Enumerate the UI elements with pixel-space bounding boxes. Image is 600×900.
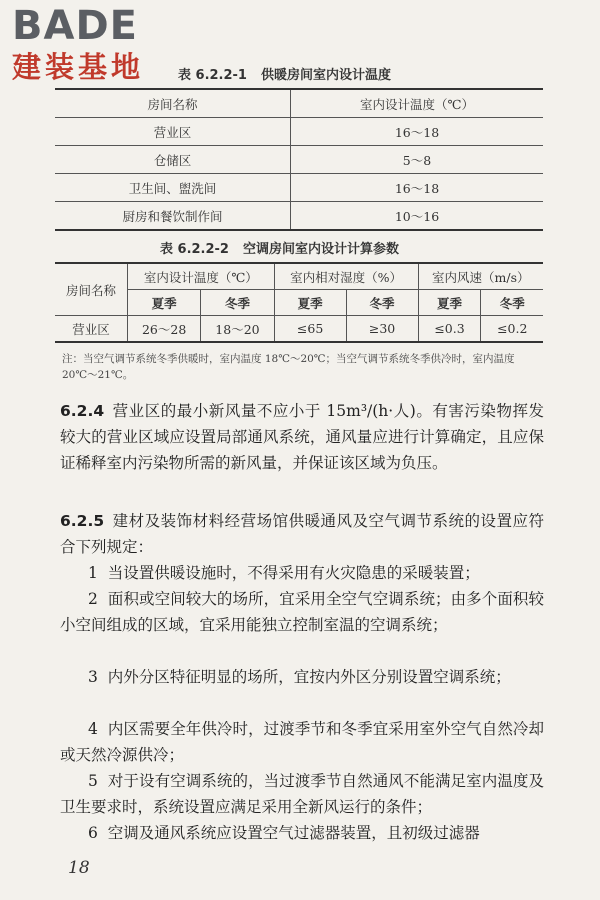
table-cell: ≥30 <box>346 316 418 343</box>
table-cell: 5～8 <box>291 146 544 174</box>
table1-title: 供暖房间室内设计温度 <box>260 68 391 83</box>
table-header-cell: 房间名称 <box>55 263 128 316</box>
table-header-cell: 室内风速（m/s） <box>418 263 543 290</box>
item-text: 面积或空间较大的场所，宜采用全空气空调系统；由多个面积较小空间组成的区域，宜采用能独立控制室温的空调系统； <box>60 590 544 634</box>
list-item <box>60 716 544 768</box>
logo-subtitle: 建装基地 <box>12 50 145 84</box>
table2-caption <box>160 238 399 257</box>
table-row <box>55 202 543 231</box>
section-6-2-4 <box>60 398 544 476</box>
list-item <box>60 768 544 820</box>
item-number: 2 <box>88 590 98 608</box>
table-cell: 厨房和餐饮制作间 <box>55 202 291 231</box>
table-header-row <box>55 263 543 290</box>
item-text: 当设置供暖设施时，不得采用有火灾隐患的采暖装置； <box>107 564 480 582</box>
item-number: 5 <box>88 772 98 790</box>
table-cell: 卫生间、盥洗间 <box>55 174 291 202</box>
table-row <box>55 174 543 202</box>
table-cell: ≤65 <box>274 316 346 343</box>
item-text: 内区需要全年供冷时，过渡季节和冬季宜采用室外空气自然冷却或天然冷源供冷； <box>60 720 544 764</box>
item-number: 3 <box>88 668 98 686</box>
list-item <box>60 820 544 846</box>
table2-title: 空调房间室内设计计算参数 <box>242 242 399 257</box>
item-text: 空调及通风系统应设置空气过滤器装置，且初级过滤器 <box>107 824 480 842</box>
section-number: 6.2.5 <box>60 512 105 530</box>
table-header-row <box>55 290 543 316</box>
table-cell: 16～18 <box>291 174 544 202</box>
table-header-cell: 冬季 <box>201 290 274 316</box>
item-text: 内外分区特征明显的场所，宜按内外区分别设置空调系统； <box>107 668 511 686</box>
table-header-cell: 冬季 <box>346 290 418 316</box>
heating-temperature-table <box>55 88 543 231</box>
item-number: 4 <box>88 720 98 738</box>
table-header-cell: 夏季 <box>418 290 481 316</box>
section-number: 6.2.4 <box>60 402 105 420</box>
table-header-cell: 夏季 <box>128 290 201 316</box>
table-row <box>55 118 543 146</box>
page-number: 18 <box>68 858 90 878</box>
table-note: 注：当空气调节系统冬季供暖时，室内温度 18℃～20℃；当空气调节系统冬季供冷时，室内温度 20℃～21℃。 <box>62 353 515 381</box>
table-cell: 仓储区 <box>55 146 291 174</box>
ac-design-parameters-table <box>55 262 543 343</box>
table-cell: 营业区 <box>55 118 291 146</box>
table1-number: 表 6.2.2-1 <box>178 68 247 83</box>
logo <box>12 4 182 84</box>
section-6-2-5 <box>60 508 544 560</box>
table-header-cell: 夏季 <box>274 290 346 316</box>
table-header-cell: 室内设计温度（℃） <box>128 263 275 290</box>
table-cell: 26～28 <box>128 316 201 343</box>
table2-number: 表 6.2.2-2 <box>160 242 229 257</box>
table-cell: 18～20 <box>201 316 274 343</box>
table-row <box>55 146 543 174</box>
list-item <box>60 664 544 690</box>
section-text: 建材及装饰材料经营场馆供暖通风及空气调节系统的设置应符合下列规定： <box>60 512 544 556</box>
table-header-cell: 冬季 <box>481 290 543 316</box>
list-item <box>60 560 544 586</box>
table-cell: 16～18 <box>291 118 544 146</box>
table-header-cell: 房间名称 <box>55 89 291 118</box>
item-number: 6 <box>88 824 98 842</box>
table-cell: 营业区 <box>55 316 128 343</box>
list-item <box>60 586 544 638</box>
table-cell: ≤0.3 <box>418 316 481 343</box>
item-number: 1 <box>88 564 98 582</box>
table-row <box>55 316 543 343</box>
table-header-cell: 室内设计温度（℃） <box>291 89 544 118</box>
logo-wordmark: BADE <box>12 3 138 49</box>
table-header-row <box>55 89 543 118</box>
table-cell: 10～16 <box>291 202 544 231</box>
table-header-cell: 室内相对湿度（%） <box>274 263 418 290</box>
item-text: 对于设有空调系统的，当过渡季节自然通风不能满足室内温度及卫生要求时，系统设置应满足采用全新风运行的条件； <box>60 772 544 816</box>
table1-caption <box>178 64 391 83</box>
section-text: 营业区的最小新风量不应小于 15m³/(h·人)。有害污染物挥发较大的营业区域应设置局部通风系统，通风量应进行计算确定，且应保证稀释室内污染物所需的新风量，并保证该区域为负压。 <box>60 402 544 472</box>
table-cell: ≤0.2 <box>481 316 543 343</box>
